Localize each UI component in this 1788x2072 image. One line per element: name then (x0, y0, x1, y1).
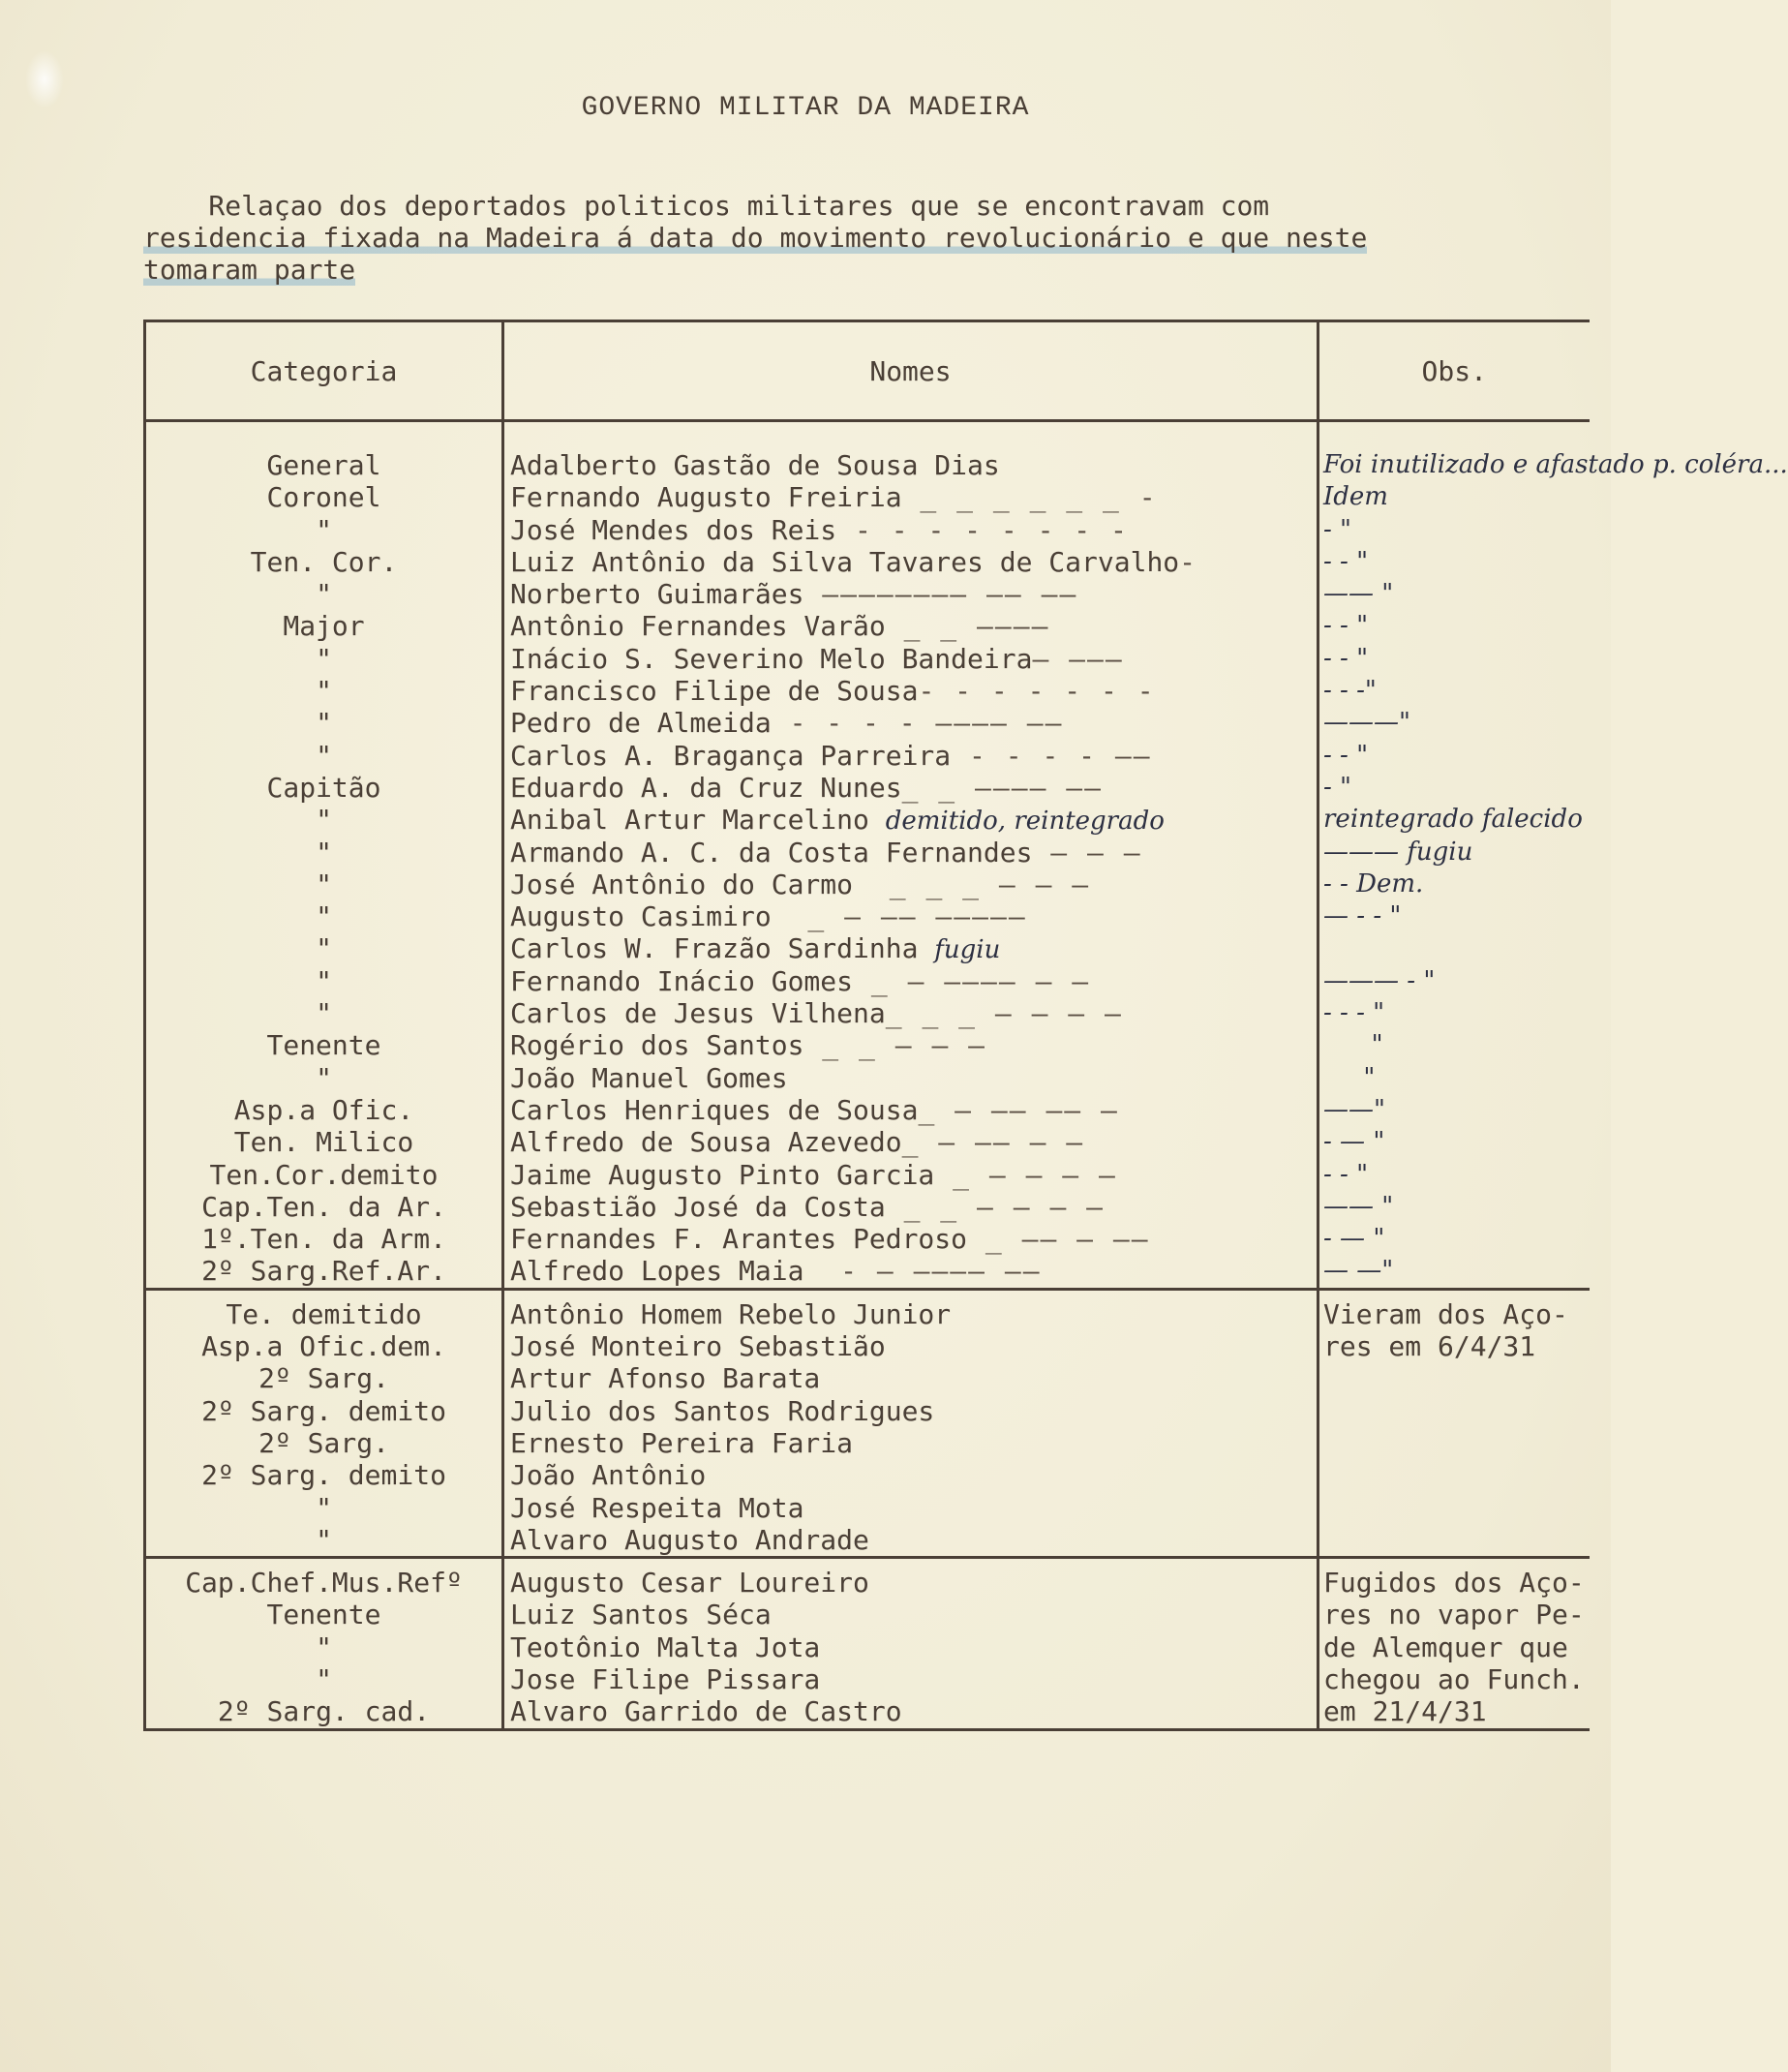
row-categoria: " (316, 707, 332, 740)
row-nome-line (510, 1427, 1317, 1459)
obs-block-line: chegou ao Funch. (1323, 1662, 1585, 1695)
row-obs: - - Dem. (1323, 868, 1424, 899)
row-obs: ——— - " (1323, 965, 1436, 995)
row-filler: - — ———— —— (803, 1255, 1042, 1288)
row-nome-line (510, 1062, 1317, 1094)
row-nome: Francisco Filipe de Sousa (510, 675, 919, 708)
row-nome: João Antônio (510, 1459, 707, 1492)
obs-block-line: res no vapor Pe- (1323, 1599, 1585, 1631)
obs-block-line: em 21/4/31 (1323, 1695, 1487, 1728)
nomes-cell (503, 1289, 1318, 1557)
row-nome: Ernesto Pereira Faria (510, 1426, 854, 1459)
row-categoria: " (316, 964, 332, 997)
row-obs: " (1323, 1030, 1383, 1060)
row-nome: Augusto Cesar Loureiro (510, 1567, 869, 1600)
table-group-3 (145, 1558, 1590, 1729)
row-categoria: Major (283, 610, 365, 643)
row-filler: _ _ _ — — — (853, 868, 1091, 900)
row-filler: - - - - - - - (918, 675, 1156, 708)
row-filler: _ — — — — (934, 1158, 1117, 1191)
row-obs: — - - " (1323, 901, 1402, 931)
row-nome-line (510, 900, 1317, 932)
row-categoria: " (316, 739, 332, 772)
row-categoria: " (316, 932, 332, 965)
obs-cell (1318, 1289, 1590, 1557)
row-nome: Luiz Santos Séca (510, 1599, 772, 1631)
row-nome-line (510, 1459, 1317, 1491)
row-filler: — — — (1032, 836, 1142, 868)
row-categoria: " (316, 578, 332, 611)
row-obs: —— " (1323, 579, 1394, 609)
intro-line-3: tomaram parte (143, 254, 356, 286)
intro-paragraph (143, 190, 1595, 286)
row-nome: Antônio Homem Rebelo Junior (510, 1297, 952, 1330)
row-obs: - — " (1323, 1224, 1385, 1254)
row-obs: ———" (1323, 708, 1410, 738)
row-nome: Jose Filipe Pissara (510, 1662, 821, 1695)
row-filler: _ _ _ — — — — (885, 997, 1123, 1030)
row-handwritten-note: demitido, reintegrado (885, 807, 1165, 837)
row-categoria: Tenente (266, 1599, 381, 1631)
row-nome: Armando A. C. da Costa Fernandes (510, 836, 1033, 868)
nomes-cell (503, 421, 1318, 1290)
row-nome-line (510, 997, 1317, 1029)
row-categoria: Ten. Cor. (250, 545, 398, 578)
row-nome: Augusto Casimiro (510, 900, 772, 933)
row-nome: Fernando Augusto Freiria (510, 481, 902, 514)
row-nome: Alfredo de Sousa Azevedo (510, 1126, 902, 1159)
row-obs: - - " (1323, 643, 1369, 673)
row-categoria: Ten.Cor.demito (209, 1158, 439, 1191)
row-nome: Teotônio Malta Jota (510, 1630, 821, 1663)
intro-line-2: residencia fixada na Madeira á data do movimento revolucionário e que neste (143, 222, 1368, 254)
row-categoria: " (316, 675, 332, 708)
column-header-categoria: Categoria (145, 321, 503, 421)
row-categoria: General (266, 449, 381, 481)
row-obs: - - " (1323, 611, 1369, 641)
row-nome-line (510, 481, 1317, 513)
row-categoria: Asp.a Ofic. (233, 1093, 414, 1126)
row-nome-line (510, 1223, 1317, 1255)
row-nome-line (510, 1567, 1317, 1599)
row-obs: Foi inutilizado e afastado p. coléra... (1323, 450, 1788, 479)
intro-line-1: Relaçao dos deportados politicos militares que se encontravam com (143, 190, 1270, 222)
table-header-row (145, 321, 1590, 421)
row-nome-line (510, 610, 1317, 642)
row-filler: - (1179, 545, 1198, 578)
row-obs: - - -" (1323, 676, 1377, 706)
row-nome-line (510, 1695, 1317, 1727)
row-obs: reintegrado falecido (1323, 805, 1583, 835)
row-nome: Julio dos Santos Rodrigues (510, 1394, 935, 1427)
row-categoria: 2º Sarg. cad. (217, 1695, 431, 1728)
row-obs: " (1323, 1062, 1376, 1092)
row-nome-line (510, 1663, 1317, 1695)
row-nome: José Mendes dos Reis (510, 513, 837, 546)
row-filler: _ _ ———— (885, 610, 1050, 643)
row-categoria: 2º Sarg.Ref.Ar. (201, 1255, 446, 1288)
row-categoria: " (316, 1630, 332, 1663)
row-categoria: 2º Sarg. (258, 1362, 389, 1395)
row-nome: João Manuel Gomes (510, 1061, 788, 1094)
row-nome: José Monteiro Sebastião (510, 1330, 886, 1363)
row-obs: - — " (1323, 1127, 1385, 1157)
row-nome-line (510, 643, 1317, 675)
row-nome-line (510, 740, 1317, 772)
row-nome-line (510, 1330, 1317, 1362)
row-categoria: Te. demitido (226, 1297, 422, 1330)
categoria-cell (145, 421, 503, 1290)
row-categoria: " (316, 997, 332, 1030)
obs-block-line: Vieram dos Aço- (1323, 1297, 1568, 1330)
row-nome: Alvaro Augusto Andrade (510, 1523, 869, 1556)
row-nome-line (510, 965, 1317, 997)
row-nome: Carlos de Jesus Vilhena (510, 997, 886, 1030)
row-filler: _ _ ———— —— (901, 771, 1104, 804)
row-obs: - " (1323, 772, 1352, 802)
row-obs: - " (1323, 514, 1352, 544)
row-categoria: Asp.a Ofic.dem. (201, 1330, 446, 1363)
row-nome: Pedro de Almeida (510, 707, 772, 740)
table-group-1 (145, 421, 1590, 1290)
row-nome: Artur Afonso Barata (510, 1362, 821, 1395)
row-nome: Sebastião José da Costa (510, 1190, 886, 1223)
row-nome-line (510, 932, 1317, 964)
nomes-cell (503, 1558, 1318, 1729)
row-nome-line (510, 707, 1317, 739)
row-filler: _ — —— —— — (918, 1093, 1119, 1126)
row-categoria: Cap.Ten. da Ar. (201, 1190, 446, 1223)
row-categoria: " (316, 868, 332, 900)
row-nome: José Antônio do Carmo (510, 868, 854, 900)
row-nome-line (510, 675, 1317, 707)
row-filler: _ — —— — — (901, 1126, 1085, 1159)
row-nome: Anibal Artur Marcelino (510, 804, 869, 837)
column-header-obs: Obs. (1318, 321, 1590, 421)
row-filler: _ _ _ _ _ _ - (901, 481, 1158, 514)
row-categoria: " (316, 1061, 332, 1094)
row-filler: _ _ — — — (803, 1029, 987, 1062)
obs-cell (1318, 421, 1788, 1290)
row-nome-line (510, 837, 1317, 868)
row-obs: - - " (1323, 1159, 1369, 1189)
row-categoria: " (316, 1662, 332, 1695)
row-categoria: " (316, 804, 332, 837)
row-nome: Luiz Antônio da Silva Tavares de Carvalho (510, 545, 1180, 578)
row-filler: _ —— — —— (967, 1223, 1150, 1256)
row-categoria: Cap.Chef.Mus.Refº (185, 1567, 463, 1600)
row-nome: Carlos Henriques de Sousa (510, 1093, 919, 1126)
obs-block-line: res em 6/4/31 (1323, 1330, 1536, 1363)
row-categoria: 1º.Ten. da Arm. (201, 1223, 446, 1256)
row-nome: Carlos W. Frazão Sardinha (510, 932, 919, 965)
row-filler: - - - - ———— —— (771, 707, 1064, 740)
row-filler: — ——— (1032, 642, 1124, 675)
row-nome-line (510, 1029, 1317, 1061)
row-categoria: Coronel (266, 481, 381, 514)
row-categoria: " (316, 836, 332, 868)
row-filler: ———————— —— —— (803, 578, 1078, 611)
row-nome: Alvaro Garrido de Castro (510, 1695, 902, 1728)
row-nome-line (510, 1492, 1317, 1524)
row-nome: Norberto Guimarães (510, 578, 804, 611)
row-categoria: 2º Sarg. demito (201, 1459, 446, 1492)
row-obs: —— " (1323, 1191, 1394, 1221)
column-header-nomes: Nomes (503, 321, 1318, 421)
row-nome: Fernandes F. Arantes Pedroso (510, 1223, 968, 1256)
deportees-table (143, 320, 1788, 1731)
row-nome: Alfredo Lopes Maia (510, 1255, 804, 1288)
row-nome-line (510, 1524, 1317, 1556)
row-filler: - - - - —— (951, 739, 1152, 772)
obs-block-line: Fugidos dos Aço- (1323, 1567, 1585, 1600)
row-categoria: 2º Sarg. demito (201, 1394, 446, 1427)
row-nome: Carlos A. Bragança Parreira (510, 739, 952, 772)
row-nome: Inácio S. Severino Melo Bandeira (510, 642, 1033, 675)
row-nome-line (510, 1631, 1317, 1663)
row-filler: _ _ — — — — (885, 1190, 1106, 1223)
row-nome-line (510, 868, 1317, 900)
row-obs: - - - " (1323, 998, 1385, 1028)
row-nome-line (510, 1159, 1317, 1191)
row-obs (1323, 932, 1590, 964)
row-categoria: 2º Sarg. (258, 1426, 389, 1459)
categoria-cell (145, 1289, 503, 1557)
row-obs: ——" (1323, 1094, 1385, 1124)
row-nome: José Respeita Mota (510, 1491, 804, 1524)
row-nome: Adalberto Gastão de Sousa Dias (510, 449, 1000, 481)
row-nome: Eduardo A. da Cruz Nunes (510, 771, 902, 804)
row-obs: - - " (1323, 740, 1369, 770)
row-nome-line (510, 1395, 1317, 1427)
row-categoria: " (316, 900, 332, 933)
row-nome-line (510, 1255, 1317, 1287)
categoria-cell (145, 1558, 503, 1729)
row-obs: — —" (1323, 1256, 1394, 1286)
row-filler: - - - - - - - - (836, 513, 1129, 546)
row-categoria: Capitão (266, 771, 381, 804)
row-filler: _ — —— ————— (771, 900, 1027, 933)
row-nome-line (510, 804, 1317, 836)
row-nome: Fernando Inácio Gomes (510, 964, 854, 997)
row-categoria: Ten. Milico (233, 1126, 414, 1159)
row-nome-line (510, 1362, 1317, 1394)
row-nome-line (510, 514, 1317, 546)
row-nome: Antônio Fernandes Varão (510, 610, 886, 643)
row-categoria: " (316, 1523, 332, 1556)
document-title: GOVERNO MILITAR DA MADEIRA (581, 93, 1030, 123)
row-nome-line (510, 546, 1317, 578)
row-categoria: Tenente (266, 1029, 381, 1062)
row-obs: Idem (1323, 482, 1388, 512)
obs-block-line: de Alemquer que (1323, 1630, 1568, 1663)
row-nome-line (510, 1298, 1317, 1330)
table-group-2 (145, 1289, 1590, 1557)
row-categoria: " (316, 642, 332, 675)
row-nome-line (510, 1126, 1317, 1158)
row-categoria: " (316, 1491, 332, 1524)
row-nome-line (510, 449, 1317, 481)
row-handwritten-note: fugiu (934, 935, 1001, 965)
row-obs: ——— fugiu (1323, 837, 1473, 867)
row-categoria: " (316, 513, 332, 546)
row-nome-line (510, 1599, 1317, 1630)
row-nome-line (510, 578, 1317, 610)
row-filler: _ — ———— — — (853, 964, 1091, 997)
row-obs: - - " (1323, 546, 1369, 576)
row-nome: Rogério dos Santos (510, 1029, 804, 1062)
obs-cell (1318, 1558, 1590, 1729)
row-nome-line (510, 1094, 1317, 1126)
row-nome-line (510, 1191, 1317, 1223)
row-nome: Jaime Augusto Pinto Garcia (510, 1158, 935, 1191)
row-nome-line (510, 772, 1317, 804)
